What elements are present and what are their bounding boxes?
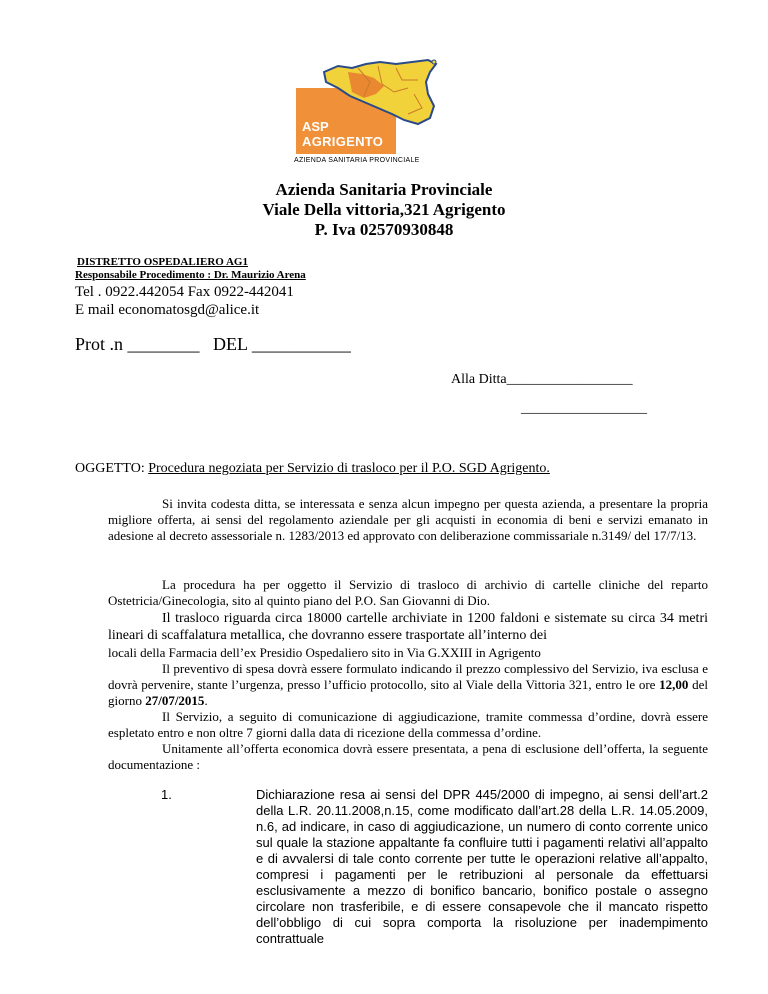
logo-agrigento-text: AGRIGENTO xyxy=(302,134,384,149)
list-item-text: Dichiarazione resa ai sensi del DPR 445/2000 di impegno, ai sensi dell’art.2 della L.R. 20.11.2008,n.15, come modificato dall’art.28 della L.R. 14.05.2009, n.6, ad indicare, in caso di aggiudicazione, un numero di conto corrente unico sul quale la stazione appaltante fa confluire tutti i pagamenti relativi all’appalto e di avvalersi di tale conto corrente per tutte le operazioni relative all’appalto, compresi i pagamenti per le retribuzioni al personale da effettuarsi esclusivamente a mezzo di bonifico bancario, bonifico postale o assegno circolare non trasferibile, e di essere consapevole che il mancato rispetto dell’obbligo di cui sopra comporta la risoluzione per inadempimento contrattuale xyxy=(256,787,708,946)
contact-phone-fax: Tel . 0922.442054 Fax 0922-442041 xyxy=(75,284,294,300)
sicily-map-icon xyxy=(318,58,440,128)
protocol-line: Prot .n ________ DEL ___________ xyxy=(75,334,351,354)
header-vat: P. Iva 02570930848 xyxy=(314,220,454,239)
quote-text-a: Il preventivo di spesa dovrà essere formulato indicando il prezzo complessivo del Servizio, iva esclusa e dovrà pervenire, stante l’urgenza, presso l’ufficio protocollo, sito al Viale della Vittoria 321, entro le ore xyxy=(108,661,708,692)
asp-agrigento-logo xyxy=(288,58,440,170)
header-org-name: Azienda Sanitaria Provinciale xyxy=(275,180,493,199)
quote-text-b: del giorno xyxy=(108,677,708,708)
subject xyxy=(75,460,550,477)
subject-label: OGGETTO: xyxy=(75,461,149,476)
quote-text-c: . xyxy=(204,693,208,708)
paragraph-quote xyxy=(108,661,708,709)
subject-text: Procedura negoziata per Servizio di trasloco per il P.O. SGD Agrigento. xyxy=(148,461,550,476)
recipient-line-2: __________________ xyxy=(521,401,647,416)
logo-subtitle: AZIENDA SANITARIA PROVINCIALE xyxy=(294,157,420,164)
list-item-number: 1. xyxy=(161,787,172,802)
responsabile-procedimento: Responsabile Procedimento : Dr. Maurizio Arena xyxy=(75,269,306,281)
paragraph-procedure: La procedura ha per oggetto il Servizio di trasloco di archivio di cartelle cliniche del reparto Ostetricia/Ginecologia, sito al quinto piano del P.O. San Giovanni di Dio. xyxy=(108,577,708,608)
contact-email: E mail economatosgd@alice.it xyxy=(75,302,260,318)
paragraph-relocation-location: locali della Farmacia dell’ex Presidio Ospedaliero sito in Via G.XXIII in Agrigento xyxy=(108,645,541,660)
deadline-time: 12,00 xyxy=(659,677,689,692)
header-address: Viale Della vittoria,321 Agrigento xyxy=(262,200,506,219)
paragraph-documentation: Unitamente all’offerta economica dovrà essere presentata, a pena di esclusione dell’offerta, la seguente documentazione : xyxy=(108,741,708,772)
paragraph-service-timing: Il Servizio, a seguito di comunicazione di aggiudicazione, tramite commessa d’ordine, dovrà essere espletato entro e non oltre 7 giorni dalla data di ricezione della commessa d’ordine. xyxy=(108,709,708,740)
district-name: DISTRETTO OSPEDALIERO AG1 xyxy=(77,256,248,268)
paragraph-relocation: Il trasloco riguarda circa 18000 cartelle archiviate in 1200 faldoni e sistemate su circa 34 metri lineari di scaffalatura metallica, che dovranno essere trasportate all’interno dei xyxy=(108,611,708,643)
logo-asp-text: ASP xyxy=(302,119,329,134)
recipient-line-1: Alla Ditta__________________ xyxy=(451,372,633,387)
paragraph-invitation: Si invita codesta ditta, se interessata e senza alcun impegno per questa azienda, a presentare la propria migliore offerta, ai sensi del regolamento aziendale per gli acquisti in economia di beni e servizi emanato in adesione al decreto assessoriale n. 1283/2013 ed approvato con deliberazione commissariale n.3149/ del 17/7/13. xyxy=(108,496,708,543)
deadline-date: 27/07/2015 xyxy=(145,693,205,708)
